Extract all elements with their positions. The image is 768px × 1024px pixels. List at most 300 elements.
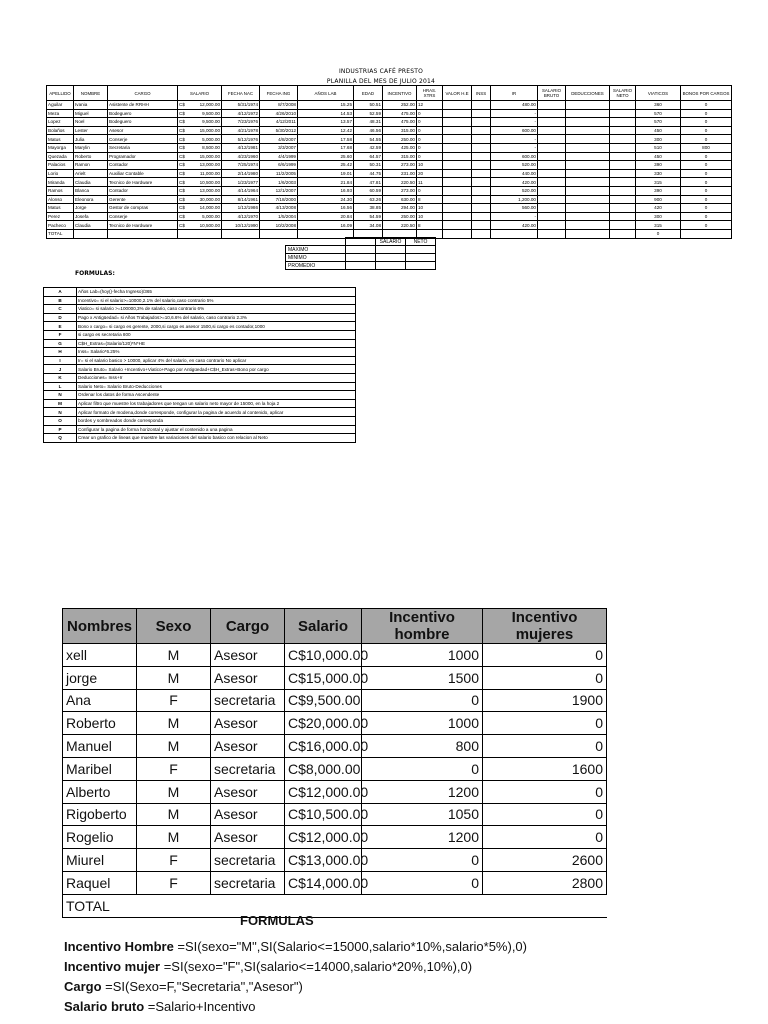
payroll-cell [443, 126, 472, 135]
currency-symbol: C$ [179, 119, 185, 125]
payroll-cell [443, 186, 472, 195]
incentives-row [63, 735, 607, 758]
incentives-col-header: Cargo [211, 609, 285, 644]
incentives-cell: jorge [63, 666, 137, 689]
payroll-row [47, 143, 732, 152]
payroll-cell: 475.00 [383, 109, 417, 118]
payroll-cell: 50.51 [354, 101, 383, 110]
payroll-cell: 12.42 [298, 126, 354, 135]
payroll-cell: Pacheco [47, 221, 74, 230]
incentives-cell: 1500 [362, 666, 483, 689]
payroll-cell [610, 204, 636, 213]
payroll-cell: 440.00 [491, 169, 538, 178]
payroll-cell: Quezada [47, 152, 74, 161]
formula-row [44, 416, 356, 425]
payroll-cell: Secretaria [108, 143, 178, 152]
salary-value: 5,000.00 [202, 136, 220, 142]
payroll-cell: - [491, 143, 538, 152]
incentives-cell: 0 [483, 735, 607, 758]
payroll-row [47, 118, 732, 127]
payroll-cell: 420.00 [491, 221, 538, 230]
payroll-col-header: NOMBRE [74, 86, 108, 101]
payroll-cell: 420.00 [491, 178, 538, 187]
payroll-cell: 0 [681, 169, 732, 178]
payroll-cell: 600.00 [491, 126, 538, 135]
currency-symbol: C$ [179, 196, 185, 202]
formula-text: Configurar la pagina de forma horizontal y ajustar el contenido a una pagina [77, 425, 356, 434]
incentives-cell: xell [63, 644, 137, 667]
payroll-cell: 630.00 [383, 195, 417, 204]
incentives-cell: Alberto [63, 780, 137, 803]
payroll-cell: Ramos [47, 186, 74, 195]
payroll-cell: 0 [681, 186, 732, 195]
payroll-cell [610, 101, 636, 110]
payroll-cell: 12 [417, 101, 443, 110]
payroll-cell: 7/25/1974 [222, 161, 260, 170]
payroll-cell: 520.00 [491, 186, 538, 195]
payroll-cell: Auxiliar Contable [108, 169, 178, 178]
payroll-cell: 220.50 [383, 178, 417, 187]
formula-text: Aplicar filtro que muestre los trabajadores que tengan un salario neto mayor de 15000, en la hoja 2 [77, 399, 356, 408]
payroll-cell [538, 212, 566, 221]
incentives-row [63, 871, 607, 894]
payroll-cell: 8 [417, 221, 443, 230]
payroll-cell: Claudia [74, 178, 108, 187]
incentives-cell: C$8,000.00 [285, 757, 362, 780]
payroll-cell [178, 118, 222, 127]
payroll-cell: Gerente [108, 195, 178, 204]
payroll-col-header: DEDUCCIONES [566, 86, 610, 101]
incentives-row [63, 644, 607, 667]
incentives-total-row [63, 894, 607, 917]
formula-key: L [44, 382, 77, 391]
payroll-cell [566, 204, 610, 213]
payroll-cell: 4/21/1978 [222, 126, 260, 135]
formula-row [44, 399, 356, 408]
payroll-cell: - [491, 135, 538, 144]
incentives-cell: Manuel [63, 735, 137, 758]
stats-blank [286, 238, 346, 246]
incentives-cell: 0 [483, 780, 607, 803]
payroll-cell: 8/14/1961 [222, 195, 260, 204]
formula-key: O [44, 416, 77, 425]
incentives-row [63, 689, 607, 712]
payroll-cell [538, 126, 566, 135]
salary-value: 10,500.00 [199, 222, 220, 228]
salary-value: 9,500.00 [202, 119, 220, 125]
stats-table [285, 237, 436, 270]
payroll-cell: 2/14/1980 [222, 169, 260, 178]
payroll-row [47, 204, 732, 213]
payroll-cell [178, 109, 222, 118]
payroll-cell [566, 178, 610, 187]
payroll-cell: Lorio [47, 169, 74, 178]
payroll-cell [610, 186, 636, 195]
formula-row [44, 296, 356, 305]
payroll-cell: Julia [74, 135, 108, 144]
incentives-cell: M [137, 803, 211, 826]
salary-value: 15,000.00 [199, 128, 220, 134]
salary-value: 5,000.00 [202, 214, 220, 220]
payroll-cell [610, 212, 636, 221]
payroll-cell: 8/7/2008 [260, 101, 298, 110]
payroll-cell: 600.00 [491, 152, 538, 161]
payroll-cell [472, 178, 491, 187]
payroll-cell: 5/31/1974 [222, 101, 260, 110]
payroll-cell: 4/4/1999 [260, 152, 298, 161]
payroll-cell: 1/5/2004 [260, 212, 298, 221]
payroll-cell: 0 [417, 126, 443, 135]
payroll-cell: 16.56 [298, 204, 354, 213]
payroll-cell: 44.75 [354, 169, 383, 178]
incentives-cell: 1200 [362, 780, 483, 803]
payroll-cell: 273.00 [383, 186, 417, 195]
incentives-cell: Asesor [211, 644, 285, 667]
incentives-cell: 0 [483, 666, 607, 689]
incentives-cell: 0 [362, 849, 483, 872]
payroll-cell [538, 186, 566, 195]
incentives-cell: C$9,500.00 [285, 689, 362, 712]
formula-key: I [44, 356, 77, 365]
payroll-cell: 48.31 [354, 118, 383, 127]
payroll-cell [443, 109, 472, 118]
payroll-row [47, 152, 732, 161]
payroll-cell: Programador [108, 152, 178, 161]
payroll-cell: 4/12/1981 [222, 143, 260, 152]
currency-symbol: C$ [179, 162, 185, 168]
payroll-col-header: AÑOS LAB [298, 86, 354, 101]
currency-symbol: C$ [179, 222, 185, 228]
payroll-cell [178, 169, 222, 178]
payroll-cell: Perez [47, 212, 74, 221]
currency-symbol: C$ [179, 110, 185, 116]
incentives-col-header: Nombres [63, 609, 137, 644]
payroll-cell: 4/12/1972 [222, 109, 260, 118]
payroll-cell [178, 204, 222, 213]
payroll-cell [566, 109, 610, 118]
formula-row [44, 305, 356, 314]
payroll-cell [443, 161, 472, 170]
payroll-cell: 0 [681, 161, 732, 170]
incentives-cell: 2600 [483, 849, 607, 872]
stats-row-label: MINIMO [286, 254, 346, 262]
formula-key: D [44, 313, 77, 322]
payroll-cell [472, 152, 491, 161]
payroll-cell: 54.55 [354, 135, 383, 144]
formula-text: C$H_Extras=(Salario/120)*N*HE [77, 339, 356, 348]
payroll-cell [178, 221, 222, 230]
formula-row [44, 365, 356, 374]
incentives-cell: F [137, 757, 211, 780]
payroll-cell [443, 212, 472, 221]
payroll-cell [443, 101, 472, 110]
payroll-cell: 38.85 [354, 204, 383, 213]
payroll-cell [610, 229, 636, 238]
payroll-cell: 0 [681, 204, 732, 213]
formula-text: bordes y sombreados donde corresponda [77, 416, 356, 425]
incentives-cell: 1600 [483, 757, 607, 780]
payroll-cell [566, 152, 610, 161]
payroll-cell: 425.00 [383, 143, 417, 152]
payroll-cell [538, 161, 566, 170]
payroll-cell [610, 126, 636, 135]
payroll-cell: 0 [681, 195, 732, 204]
incentives-table [62, 608, 607, 918]
formula2-line [64, 997, 527, 1017]
payroll-cell [472, 169, 491, 178]
payroll-cell [538, 169, 566, 178]
payroll-cell [443, 204, 472, 213]
incentives-row [63, 757, 607, 780]
payroll-cell: 7/18/2000 [260, 195, 298, 204]
payroll-cell: 450 [636, 152, 681, 161]
payroll-cell [566, 229, 610, 238]
formula-row [44, 425, 356, 434]
payroll-cell: 4/23/1960 [222, 152, 260, 161]
payroll-cell: 0 [681, 126, 732, 135]
payroll-cell [472, 101, 491, 110]
formula2-text: =Salario+Incentivo [144, 999, 256, 1014]
formula2-label: Incentivo Hombre [64, 939, 174, 954]
payroll-col-header: FECHA ING [260, 86, 298, 101]
payroll-cell: 34.08 [354, 221, 383, 230]
formula-key: G [44, 339, 77, 348]
incentives-cell: F [137, 849, 211, 872]
payroll-cell: 390 [636, 186, 681, 195]
payroll-cell [178, 178, 222, 187]
payroll-cell: Arielt [74, 169, 108, 178]
payroll-cell: 4/12/2011 [260, 118, 298, 127]
incentives-cell: Asesor [211, 712, 285, 735]
formula-text: Inss= Salario*6.25% [77, 348, 356, 357]
payroll-cell: 0 [417, 152, 443, 161]
payroll-cell [610, 195, 636, 204]
payroll-cell [74, 229, 108, 238]
payroll-cell: 450 [636, 126, 681, 135]
payroll-cell [566, 118, 610, 127]
payroll-row [47, 101, 732, 110]
formula-text: Años Lab=(hoy()-fecha Ingreso)/365 [77, 288, 356, 297]
payroll-cell: 250.00 [383, 135, 417, 144]
incentives-cell: 0 [362, 757, 483, 780]
incentives-cell: secretaria [211, 757, 285, 780]
incentives-cell: Asesor [211, 735, 285, 758]
payroll-cell: Claudia [74, 221, 108, 230]
payroll-cell [472, 204, 491, 213]
payroll-cell: 20 [417, 169, 443, 178]
formula-key: Q [44, 434, 77, 443]
payroll-cell [610, 169, 636, 178]
formula-key: K [44, 373, 77, 382]
payroll-cell: 294.00 [383, 204, 417, 213]
payroll-cell [178, 229, 222, 238]
payroll-cell [538, 221, 566, 230]
payroll-cell [538, 195, 566, 204]
formula-text: Salario Bruto= Salario +Incentivo+Viatico+Pago por Antigüedad+C$H_Extras+Bono por cargo [77, 365, 356, 374]
incentives-cell: Miurel [63, 849, 137, 872]
incentives-col-header: Salario [285, 609, 362, 644]
stats-row-label: MAXIMO [286, 246, 346, 254]
payroll-cell: 8 [417, 195, 443, 204]
payroll-cell [472, 212, 491, 221]
payroll-cell: 25.42 [298, 161, 354, 170]
incentives-cell: Maribel [63, 757, 137, 780]
payroll-cell: 0 [681, 109, 732, 118]
payroll-cell: Josefa [74, 212, 108, 221]
payroll-cell: 510 [636, 143, 681, 152]
payroll-cell [472, 118, 491, 127]
stats-col-salario: SALARIO [376, 238, 406, 246]
payroll-cell: 10 [417, 204, 443, 213]
payroll-cell [443, 135, 472, 144]
payroll-cell: 4/26/2010 [260, 109, 298, 118]
formula-row [44, 434, 356, 443]
payroll-cell: 10/12/1990 [222, 221, 260, 230]
payroll-cell [538, 143, 566, 152]
formula-row [44, 382, 356, 391]
incentives-cell: 1050 [362, 803, 483, 826]
incentives-cell: 1000 [362, 644, 483, 667]
payroll-cell [178, 135, 222, 144]
salary-value: 8,500.00 [202, 145, 220, 151]
incentives-cell: secretaria [211, 689, 285, 712]
payroll-cell: 0 [417, 118, 443, 127]
payroll-cell [566, 221, 610, 230]
payroll-cell [610, 118, 636, 127]
payroll-cell [472, 135, 491, 144]
payroll-cell: 0 [681, 118, 732, 127]
payroll-cell: 0 [681, 221, 732, 230]
payroll-cell: 7/23/1976 [222, 118, 260, 127]
payroll-col-header: SALARIO NETO [610, 86, 636, 101]
payroll-cell: - [491, 109, 538, 118]
company-title: INDUSTRIAS CAFÉ PRESTO [338, 68, 424, 75]
payroll-cell: 0 [681, 212, 732, 221]
payroll-cell [610, 161, 636, 170]
incentives-cell: Asesor [211, 826, 285, 849]
formula-text: Aplicar formato de modena,donde corresponde, configurar la pagina de acuerdo al contenido, aplicar [77, 408, 356, 417]
formula-row [44, 330, 356, 339]
payroll-cell: 60.59 [354, 186, 383, 195]
formula-row [44, 348, 356, 357]
payroll-cell: 0 [417, 143, 443, 152]
payroll-cell: Ramon [74, 161, 108, 170]
payroll-cell: Miguel [74, 109, 108, 118]
incentives-cell: 0 [483, 712, 607, 735]
payroll-col-header: VALOR H.E [443, 86, 472, 101]
payroll-cell: Contador [108, 186, 178, 195]
payroll-row [47, 195, 732, 204]
incentives-cell: secretaria [211, 871, 285, 894]
payroll-cell [472, 186, 491, 195]
currency-symbol: C$ [179, 128, 185, 134]
formula-text: si cargo es secretaria 800 [77, 330, 356, 339]
formula2-line [64, 957, 527, 977]
currency-symbol: C$ [179, 153, 185, 159]
formula-row [44, 408, 356, 417]
payroll-cell: 315 [636, 178, 681, 187]
currency-symbol: C$ [179, 136, 185, 142]
payroll-cell: 4/14/1964 [222, 186, 260, 195]
formula-text: Bono x cargo= si cargo es gerente, 2000,si cargo es asesor 1500,si cargo es contador,1000 [77, 322, 356, 331]
payroll-cell [538, 101, 566, 110]
payroll-cell [538, 135, 566, 144]
incentives-total-label: TOTAL [63, 894, 607, 917]
stats-row [286, 262, 436, 270]
payroll-cell: 3/3/2007 [260, 143, 298, 152]
payroll-cell: 0 [681, 135, 732, 144]
payroll-cell [443, 152, 472, 161]
formula-key: C [44, 305, 77, 314]
salary-value: 12,000.00 [199, 102, 220, 108]
salary-value: 13,000.00 [199, 188, 220, 194]
formula-key: M [44, 399, 77, 408]
payroll-cell: 0 [636, 229, 681, 238]
salary-value: 13,000.00 [199, 162, 220, 168]
payroll-col-header: INSS [472, 86, 491, 101]
formula-row [44, 288, 356, 297]
currency-symbol: C$ [179, 179, 185, 185]
payroll-cell: 15.25 [298, 101, 354, 110]
payroll-cell: 1/6/2003 [260, 178, 298, 187]
payroll-cell: 0 [681, 178, 732, 187]
formula-text: Salario Neto= Salario Bruto-Deducciones [77, 382, 356, 391]
payroll-table [46, 85, 732, 239]
incentives-cell: 2800 [483, 871, 607, 894]
payroll-cell: 315.00 [383, 126, 417, 135]
payroll-cell: 570 [636, 109, 681, 118]
payroll-col-header: EDAD [354, 86, 383, 101]
payroll-cell: 252.00 [383, 101, 417, 110]
payroll-cell: Jorge [74, 204, 108, 213]
payroll-cell: 0 [417, 109, 443, 118]
payroll-cell [108, 229, 178, 238]
incentives-cell: M [137, 712, 211, 735]
payroll-row [47, 126, 732, 135]
payroll-cell: 13.57 [298, 118, 354, 127]
payroll-cell [178, 186, 222, 195]
payroll-cell [178, 212, 222, 221]
payroll-cell: 570 [636, 118, 681, 127]
payroll-cell: 63.26 [354, 195, 383, 204]
incentives-cell: 0 [483, 803, 607, 826]
payroll-cell: Contador [108, 161, 178, 170]
payroll-cell: 52.59 [354, 109, 383, 118]
incentives-cell: Asesor [211, 666, 285, 689]
currency-symbol: C$ [179, 171, 185, 177]
payroll-cell: 300 [636, 212, 681, 221]
payroll-cell [610, 135, 636, 144]
payroll-cell: 420 [636, 204, 681, 213]
incentives-cell: C$10,000.00 [285, 644, 362, 667]
formula2-line [64, 977, 527, 997]
payroll-cell: 25.60 [298, 152, 354, 161]
payroll-cell: 10 [417, 161, 443, 170]
formula2-text: =SI(Sexo=F,"Secretaria","Asesor") [101, 979, 303, 994]
payroll-cell: Bodeguero [108, 118, 178, 127]
formulas-heading: FORMULAS: [75, 270, 115, 277]
formula-key: P [44, 425, 77, 434]
stats-col-neto: NETO [406, 238, 436, 246]
payroll-cell: Bodeguero [108, 109, 178, 118]
payroll-cell: 5/12/1976 [222, 135, 260, 144]
formulas2-list [64, 937, 527, 1017]
payroll-cell [472, 109, 491, 118]
payroll-cell: 360 [636, 101, 681, 110]
payroll-cell [443, 229, 472, 238]
payroll-cell: 11 [417, 178, 443, 187]
payroll-cell: 231.00 [383, 169, 417, 178]
